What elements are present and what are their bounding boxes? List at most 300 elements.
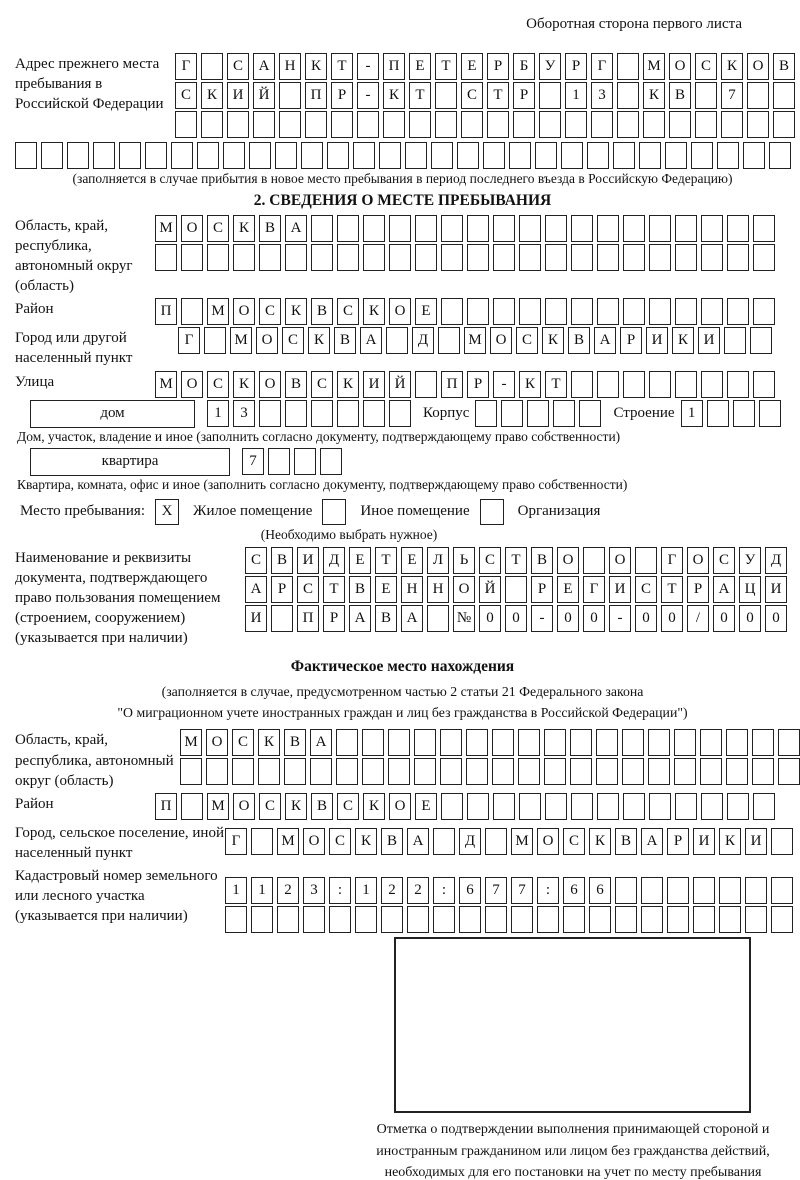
char-cell[interactable]: Р — [487, 53, 509, 80]
char-cell[interactable] — [563, 906, 585, 933]
char-cell[interactable]: К — [719, 828, 741, 855]
char-cell[interactable] — [284, 758, 306, 785]
char-cell[interactable]: О — [389, 298, 411, 325]
char-cell[interactable] — [441, 298, 463, 325]
char-cell[interactable] — [726, 758, 748, 785]
char-cell[interactable] — [294, 448, 316, 475]
char-cell[interactable]: Р — [467, 371, 489, 398]
char-cell[interactable]: Р — [331, 82, 353, 109]
char-cell[interactable] — [553, 400, 575, 427]
char-cell[interactable] — [535, 142, 557, 169]
char-cell[interactable]: М — [207, 793, 229, 820]
char-cell[interactable] — [389, 400, 411, 427]
char-cell[interactable] — [461, 111, 483, 138]
char-cell[interactable] — [643, 111, 665, 138]
char-cell[interactable] — [717, 142, 739, 169]
char-cell[interactable] — [363, 215, 385, 242]
char-cell[interactable] — [331, 111, 353, 138]
char-cell[interactable]: О — [747, 53, 769, 80]
char-cell[interactable] — [487, 111, 509, 138]
char-cell[interactable]: О — [490, 327, 512, 354]
char-cell[interactable]: - — [493, 371, 515, 398]
char-cell[interactable] — [175, 111, 197, 138]
char-cell[interactable] — [591, 111, 613, 138]
char-cell[interactable] — [769, 142, 791, 169]
char-cell[interactable]: 7 — [485, 877, 507, 904]
char-cell[interactable]: Г — [591, 53, 613, 80]
char-cell[interactable] — [388, 729, 410, 756]
char-cell[interactable]: К — [672, 327, 694, 354]
char-cell[interactable] — [617, 53, 639, 80]
char-cell[interactable]: С — [282, 327, 304, 354]
char-cell[interactable] — [693, 906, 715, 933]
char-cell[interactable] — [579, 400, 601, 427]
char-cell[interactable] — [251, 906, 273, 933]
char-cell[interactable]: В — [531, 547, 553, 574]
char-cell[interactable] — [271, 605, 293, 632]
char-cell[interactable] — [622, 758, 644, 785]
char-cell[interactable] — [753, 298, 775, 325]
char-cell[interactable] — [363, 400, 385, 427]
char-cell[interactable]: П — [155, 793, 177, 820]
char-cell[interactable]: С — [207, 371, 229, 398]
char-cell[interactable] — [518, 758, 540, 785]
char-cell[interactable]: 7 — [721, 82, 743, 109]
char-cell[interactable]: А — [407, 828, 429, 855]
char-cell[interactable] — [675, 244, 697, 271]
char-cell[interactable]: И — [765, 576, 787, 603]
char-cell[interactable] — [519, 793, 541, 820]
char-cell[interactable] — [727, 215, 749, 242]
char-cell[interactable]: В — [381, 828, 403, 855]
char-cell[interactable]: Т — [487, 82, 509, 109]
char-cell[interactable] — [435, 82, 457, 109]
char-cell[interactable]: 1 — [251, 877, 273, 904]
char-cell[interactable] — [427, 605, 449, 632]
char-cell[interactable] — [383, 111, 405, 138]
char-cell[interactable] — [389, 215, 411, 242]
char-cell[interactable] — [583, 547, 605, 574]
char-cell[interactable] — [752, 758, 774, 785]
char-cell[interactable]: П — [441, 371, 463, 398]
char-cell[interactable]: 0 — [635, 605, 657, 632]
char-cell[interactable]: О — [537, 828, 559, 855]
char-cell[interactable]: Й — [389, 371, 411, 398]
char-cell[interactable] — [15, 142, 37, 169]
char-cell[interactable]: : — [433, 877, 455, 904]
char-cell[interactable] — [545, 298, 567, 325]
char-cell[interactable] — [545, 793, 567, 820]
char-cell[interactable]: С — [227, 53, 249, 80]
char-cell[interactable]: М — [277, 828, 299, 855]
char-cell[interactable]: Р — [667, 828, 689, 855]
char-cell[interactable] — [545, 244, 567, 271]
char-cell[interactable]: Р — [271, 576, 293, 603]
char-cell[interactable] — [565, 111, 587, 138]
char-cell[interactable]: А — [253, 53, 275, 80]
char-cell[interactable] — [381, 906, 403, 933]
char-cell[interactable] — [613, 142, 635, 169]
char-cell[interactable]: 1 — [681, 400, 703, 427]
char-cell[interactable]: С — [713, 547, 735, 574]
char-cell[interactable]: И — [698, 327, 720, 354]
char-cell[interactable] — [415, 244, 437, 271]
char-cell[interactable]: Е — [557, 576, 579, 603]
char-cell[interactable]: М — [155, 215, 177, 242]
char-cell[interactable] — [362, 758, 384, 785]
char-cell[interactable] — [249, 142, 271, 169]
char-cell[interactable] — [466, 729, 488, 756]
char-cell[interactable] — [414, 729, 436, 756]
char-cell[interactable]: С — [259, 298, 281, 325]
char-cell[interactable]: В — [284, 729, 306, 756]
char-cell[interactable]: И — [646, 327, 668, 354]
char-cell[interactable] — [363, 244, 385, 271]
char-cell[interactable] — [327, 142, 349, 169]
char-cell[interactable] — [259, 400, 281, 427]
char-cell[interactable] — [701, 298, 723, 325]
char-cell[interactable] — [635, 547, 657, 574]
char-cell[interactable] — [771, 828, 793, 855]
char-cell[interactable]: П — [297, 605, 319, 632]
char-cell[interactable] — [67, 142, 89, 169]
char-cell[interactable] — [155, 244, 177, 271]
char-cell[interactable]: К — [285, 298, 307, 325]
char-cell[interactable]: С — [479, 547, 501, 574]
char-cell[interactable] — [570, 729, 592, 756]
char-cell[interactable]: 0 — [713, 605, 735, 632]
char-cell[interactable] — [441, 215, 463, 242]
char-cell[interactable] — [693, 877, 715, 904]
char-cell[interactable] — [259, 244, 281, 271]
char-cell[interactable] — [707, 400, 729, 427]
char-cell[interactable] — [181, 244, 203, 271]
char-cell[interactable]: У — [539, 53, 561, 80]
char-cell[interactable] — [544, 729, 566, 756]
char-cell[interactable]: Д — [459, 828, 481, 855]
char-cell[interactable]: 6 — [459, 877, 481, 904]
char-cell[interactable] — [119, 142, 141, 169]
char-cell[interactable]: 0 — [739, 605, 761, 632]
char-cell[interactable] — [145, 142, 167, 169]
char-cell[interactable] — [285, 400, 307, 427]
char-cell[interactable] — [615, 906, 637, 933]
char-cell[interactable]: О — [259, 371, 281, 398]
char-cell[interactable] — [204, 327, 226, 354]
char-cell[interactable] — [724, 327, 746, 354]
char-cell[interactable]: 7 — [242, 448, 264, 475]
char-cell[interactable] — [623, 793, 645, 820]
char-cell[interactable]: Е — [409, 53, 431, 80]
char-cell[interactable]: 3 — [303, 877, 325, 904]
char-cell[interactable]: Л — [427, 547, 449, 574]
char-cell[interactable]: С — [297, 576, 319, 603]
char-cell[interactable]: В — [773, 53, 795, 80]
char-cell[interactable]: Д — [765, 547, 787, 574]
checkbox-organizatsiya[interactable] — [480, 499, 504, 525]
char-cell[interactable]: Т — [505, 547, 527, 574]
char-cell[interactable]: С — [259, 793, 281, 820]
char-cell[interactable] — [467, 793, 489, 820]
char-cell[interactable]: К — [305, 53, 327, 80]
char-cell[interactable] — [527, 400, 549, 427]
char-cell[interactable] — [311, 244, 333, 271]
char-cell[interactable] — [433, 828, 455, 855]
char-cell[interactable] — [570, 758, 592, 785]
char-cell[interactable]: П — [305, 82, 327, 109]
char-cell[interactable]: О — [233, 793, 255, 820]
char-cell[interactable] — [485, 906, 507, 933]
char-cell[interactable] — [571, 215, 593, 242]
char-cell[interactable]: Т — [409, 82, 431, 109]
checkbox-inoe[interactable] — [322, 499, 346, 525]
char-cell[interactable]: А — [641, 828, 663, 855]
char-cell[interactable]: П — [155, 298, 177, 325]
char-cell[interactable]: С — [232, 729, 254, 756]
char-cell[interactable] — [388, 758, 410, 785]
char-cell[interactable] — [337, 400, 359, 427]
char-cell[interactable] — [440, 729, 462, 756]
char-cell[interactable] — [727, 244, 749, 271]
char-cell[interactable]: 0 — [661, 605, 683, 632]
char-cell[interactable]: А — [245, 576, 267, 603]
char-cell[interactable]: Й — [479, 576, 501, 603]
char-cell[interactable] — [649, 793, 671, 820]
char-cell[interactable] — [251, 828, 273, 855]
char-cell[interactable]: К — [542, 327, 564, 354]
char-cell[interactable] — [752, 729, 774, 756]
char-cell[interactable] — [615, 877, 637, 904]
char-cell[interactable] — [232, 758, 254, 785]
char-cell[interactable] — [433, 906, 455, 933]
char-cell[interactable] — [337, 215, 359, 242]
char-cell[interactable]: К — [337, 371, 359, 398]
char-cell[interactable] — [701, 244, 723, 271]
char-cell[interactable] — [493, 215, 515, 242]
char-cell[interactable]: - — [531, 605, 553, 632]
char-cell[interactable] — [622, 729, 644, 756]
char-cell[interactable] — [493, 298, 515, 325]
char-cell[interactable]: К — [383, 82, 405, 109]
char-cell[interactable]: К — [519, 371, 541, 398]
char-cell[interactable] — [667, 877, 689, 904]
char-cell[interactable] — [355, 906, 377, 933]
char-cell[interactable] — [329, 906, 351, 933]
char-cell[interactable] — [467, 298, 489, 325]
char-cell[interactable]: К — [643, 82, 665, 109]
char-cell[interactable]: С — [175, 82, 197, 109]
char-cell[interactable] — [311, 400, 333, 427]
char-cell[interactable] — [279, 82, 301, 109]
char-cell[interactable]: Р — [565, 53, 587, 80]
char-cell[interactable]: И — [609, 576, 631, 603]
char-cell[interactable]: В — [375, 605, 397, 632]
char-cell[interactable]: С — [337, 793, 359, 820]
char-cell[interactable]: 1 — [207, 400, 229, 427]
char-cell[interactable] — [597, 244, 619, 271]
char-cell[interactable]: 0 — [479, 605, 501, 632]
char-cell[interactable] — [409, 111, 431, 138]
char-cell[interactable]: С — [461, 82, 483, 109]
char-cell[interactable]: Ь — [453, 547, 475, 574]
char-cell[interactable]: 0 — [557, 605, 579, 632]
char-cell[interactable] — [206, 758, 228, 785]
char-cell[interactable] — [771, 906, 793, 933]
char-cell[interactable] — [435, 111, 457, 138]
char-cell[interactable]: Е — [375, 576, 397, 603]
char-cell[interactable] — [320, 448, 342, 475]
char-cell[interactable]: А — [285, 215, 307, 242]
char-cell[interactable]: С — [635, 576, 657, 603]
char-cell[interactable] — [617, 111, 639, 138]
char-cell[interactable] — [648, 758, 670, 785]
char-cell[interactable] — [275, 142, 297, 169]
char-cell[interactable]: М — [230, 327, 252, 354]
char-cell[interactable] — [493, 793, 515, 820]
char-cell[interactable] — [773, 111, 795, 138]
char-cell[interactable] — [519, 215, 541, 242]
char-cell[interactable]: 3 — [591, 82, 613, 109]
char-cell[interactable]: В — [349, 576, 371, 603]
char-cell[interactable] — [623, 298, 645, 325]
char-cell[interactable] — [268, 448, 290, 475]
char-cell[interactable] — [596, 729, 618, 756]
char-cell[interactable]: М — [511, 828, 533, 855]
char-cell[interactable]: : — [537, 877, 559, 904]
char-cell[interactable]: Р — [323, 605, 345, 632]
char-cell[interactable] — [431, 142, 453, 169]
char-cell[interactable] — [745, 877, 767, 904]
char-cell[interactable] — [180, 758, 202, 785]
char-cell[interactable]: К — [721, 53, 743, 80]
char-cell[interactable]: С — [563, 828, 585, 855]
char-cell[interactable] — [667, 906, 689, 933]
char-cell[interactable]: Й — [253, 82, 275, 109]
char-cell[interactable]: Б — [513, 53, 535, 80]
char-cell[interactable] — [509, 142, 531, 169]
char-cell[interactable] — [571, 298, 593, 325]
char-cell[interactable] — [675, 298, 697, 325]
char-cell[interactable]: В — [334, 327, 356, 354]
char-cell[interactable] — [753, 215, 775, 242]
char-cell[interactable]: О — [687, 547, 709, 574]
char-cell[interactable]: М — [643, 53, 665, 80]
char-cell[interactable] — [336, 729, 358, 756]
char-cell[interactable] — [701, 215, 723, 242]
char-cell[interactable]: - — [609, 605, 631, 632]
char-cell[interactable] — [571, 371, 593, 398]
char-cell[interactable] — [227, 111, 249, 138]
char-cell[interactable] — [665, 142, 687, 169]
char-cell[interactable] — [201, 111, 223, 138]
char-cell[interactable]: О — [206, 729, 228, 756]
char-cell[interactable] — [587, 142, 609, 169]
char-cell[interactable]: В — [568, 327, 590, 354]
char-cell[interactable] — [457, 142, 479, 169]
char-cell[interactable] — [379, 142, 401, 169]
char-cell[interactable] — [597, 371, 619, 398]
char-cell[interactable]: Т — [661, 576, 683, 603]
char-cell[interactable]: А — [401, 605, 423, 632]
char-cell[interactable] — [519, 244, 541, 271]
char-cell[interactable] — [441, 244, 463, 271]
char-cell[interactable]: А — [594, 327, 616, 354]
char-cell[interactable]: 2 — [407, 877, 429, 904]
char-cell[interactable] — [467, 244, 489, 271]
char-cell[interactable] — [719, 877, 741, 904]
char-cell[interactable] — [727, 371, 749, 398]
char-cell[interactable]: О — [557, 547, 579, 574]
char-cell[interactable] — [407, 906, 429, 933]
char-cell[interactable]: Т — [545, 371, 567, 398]
char-cell[interactable] — [726, 729, 748, 756]
char-cell[interactable] — [623, 371, 645, 398]
char-cell[interactable] — [311, 215, 333, 242]
char-cell[interactable] — [305, 111, 327, 138]
char-cell[interactable]: Г — [661, 547, 683, 574]
char-cell[interactable]: В — [271, 547, 293, 574]
char-cell[interactable]: И — [297, 547, 319, 574]
char-cell[interactable] — [641, 906, 663, 933]
char-cell[interactable] — [747, 111, 769, 138]
char-cell[interactable] — [197, 142, 219, 169]
char-cell[interactable] — [485, 828, 507, 855]
char-cell[interactable] — [700, 758, 722, 785]
char-cell[interactable]: Д — [323, 547, 345, 574]
char-cell[interactable]: В — [669, 82, 691, 109]
char-cell[interactable]: 0 — [765, 605, 787, 632]
char-cell[interactable] — [721, 111, 743, 138]
char-cell[interactable] — [233, 244, 255, 271]
char-cell[interactable]: П — [383, 53, 405, 80]
char-cell[interactable]: М — [180, 729, 202, 756]
char-cell[interactable] — [225, 906, 247, 933]
char-cell[interactable] — [745, 906, 767, 933]
char-cell[interactable]: К — [233, 371, 255, 398]
char-cell[interactable] — [691, 142, 713, 169]
char-cell[interactable] — [181, 298, 203, 325]
char-cell[interactable] — [440, 758, 462, 785]
char-cell[interactable]: 6 — [563, 877, 585, 904]
char-cell[interactable] — [753, 244, 775, 271]
char-cell[interactable] — [505, 576, 527, 603]
char-cell[interactable]: А — [349, 605, 371, 632]
char-cell[interactable]: И — [245, 605, 267, 632]
char-cell[interactable]: 2 — [277, 877, 299, 904]
char-cell[interactable] — [459, 906, 481, 933]
char-cell[interactable]: И — [227, 82, 249, 109]
char-cell[interactable] — [336, 758, 358, 785]
char-cell[interactable] — [639, 142, 661, 169]
char-cell[interactable] — [571, 244, 593, 271]
char-cell[interactable]: Н — [401, 576, 423, 603]
char-cell[interactable] — [386, 327, 408, 354]
char-cell[interactable] — [41, 142, 63, 169]
char-cell[interactable]: Д — [412, 327, 434, 354]
char-cell[interactable]: Т — [375, 547, 397, 574]
char-cell[interactable]: 3 — [233, 400, 255, 427]
char-cell[interactable]: Г — [583, 576, 605, 603]
char-cell[interactable]: В — [615, 828, 637, 855]
char-cell[interactable]: Г — [178, 327, 200, 354]
char-cell[interactable] — [571, 793, 593, 820]
char-cell[interactable] — [617, 82, 639, 109]
char-cell[interactable]: Р — [687, 576, 709, 603]
char-cell[interactable]: 0 — [505, 605, 527, 632]
char-cell[interactable]: - — [357, 53, 379, 80]
char-cell[interactable] — [493, 244, 515, 271]
char-cell[interactable] — [483, 142, 505, 169]
